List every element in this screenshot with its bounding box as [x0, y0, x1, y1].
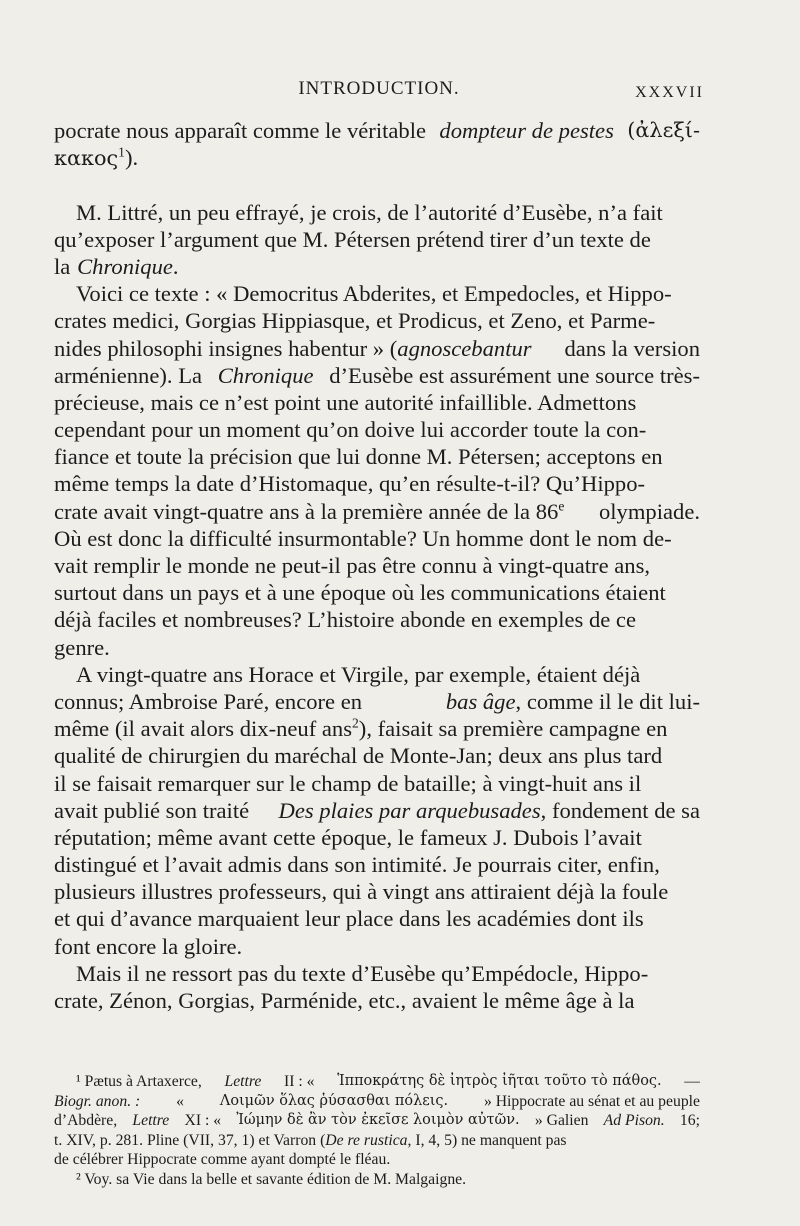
text-line: crate avait vingt-quatre ans à la première année de la 86e olympiade. — [54, 498, 700, 524]
text-line: même temps la date d’Histomaque, qu’en résulte-t-il? Qu’Hippo- — [54, 471, 646, 497]
footnote-line: de célébrer Hippocrate comme ayant dompté le fléau. — [54, 1151, 391, 1168]
text-line: pocrate nous apparaît comme le véritable dompteur de pestes (ἀλεξί- — [54, 118, 700, 143]
text-line: déjà faciles et nombreuses? L’histoire abonde en exemples de ce — [54, 607, 636, 633]
footnote-line: ² Voy. sa Vie dans la belle et savante édition de M. Malgaigne. — [76, 1170, 467, 1188]
main-text — [54, 117, 700, 1014]
page-title: INTRODUCTION. — [298, 78, 460, 99]
text-line: genre. — [54, 634, 110, 660]
text-line: κακος$^1$). — [54, 144, 139, 171]
text-line: qualité de chirurgien du maréchal de Monte-Jan; deux ans plus tard — [54, 743, 663, 769]
text-line: même (il avait alors dix-neuf ans$^2$), faisait sa première campagne en — [54, 715, 668, 742]
text-line: fiance et toute la précision que lui donne M. Pétersen; acceptons en — [54, 444, 663, 470]
text-line: surtout dans un pays et à une époque où les communications étaient — [54, 580, 666, 606]
footnote-line: t. XIV, p. 281. Pline (VII, 37, 1) et Varron (De re rustica, I, 4, 5) ne manquent pas — [54, 1131, 567, 1149]
text-line: A vingt-quatre ans Horace et Virgile, par exemple, étaient déjà — [76, 661, 641, 687]
text-line: qu’exposer l’argument que M. Pétersen prétend tirer d’un texte de — [54, 226, 651, 252]
text-line: distingué et l’avait admis dans son intimité. Je pourrais citer, enfin, — [54, 852, 660, 878]
text-line: Mais il ne ressort pas du texte d’Eusèbe qu’Empédocle, Hippo- — [76, 960, 649, 986]
text-line: plusieurs illustres professeurs, qui à vingt ans attiraient déjà la foule — [54, 879, 669, 905]
footnote-ref: 1 — [118, 144, 125, 160]
text-line: arménienne). La Chronique d’Eusèbe est assurément une source très- — [54, 362, 700, 388]
text-line: vait remplir le monde ne peut-il pas être connu à vingt-quatre ans, — [54, 553, 651, 578]
footnote-line: d’Abdère, Lettre XI : « Ἰώμην δὲ ἂν τὸν ἐκεῖσε λοιμὸν αὐτῶν. » Galien Ad Pison. 16; — [54, 1112, 700, 1129]
text-line: crates medici, Gorgias Hippiasque, et Prodicus, et Zeno, et Parme- — [54, 308, 656, 334]
text-line: il se faisait remarquer sur le champ de bataille; à vingt-huit ans il — [54, 770, 642, 796]
running-head — [54, 78, 704, 108]
footnotes — [54, 1072, 700, 1189]
footnote-line: Biogr. anon. : « Λοιμῶν ὅλας ῥύσασθαι πόλεις. » Hippocrate au sénat et au peuple — [54, 1092, 700, 1110]
text-line: connus; Ambroise Paré, encore en bas âge, comme il le dit lui- — [54, 688, 700, 714]
text-line: cependant pour un moment qu’on doive lui accorder toute la con- — [54, 417, 647, 443]
text-line: et qui d’avance marquaient leur place dans les académies dont ils — [54, 906, 644, 932]
text-line: avait publié son traité Des plaies par arquebusades, fondement de sa — [54, 797, 700, 823]
footnote-line: ¹ Pætus à Artaxerce, Lettre II : « Ἱπποκράτης δὲ ἰητρὸς ἰῆται τοῦτο τὸ πάθος. — — [76, 1073, 700, 1090]
text-line: M. Littré, un peu effrayé, je crois, de l’autorité d’Eusèbe, n’a fait — [76, 199, 663, 225]
text-line: Voici ce texte : « Democritus Abderites, et Empedocles, et Hippo- — [76, 281, 672, 307]
text-line: Où est donc la difficulté insurmontable? Un homme dont le nom de- — [54, 525, 672, 551]
page-number: XXXVII — [635, 84, 704, 101]
footnote-ref: 2 — [352, 715, 359, 731]
text-line: réputation; même avant cette époque, le fameux J. Dubois l’avait — [54, 824, 642, 850]
text-line: précieuse, mais ce n’est point une autorité infaillible. Admettons — [54, 389, 637, 415]
text-line: crate, Zénon, Gorgias, Parménide, etc., avaient le même âge à la — [54, 988, 635, 1013]
text-line: nides philosophi insignes habentur » (agnoscebantur dans la version — [54, 335, 700, 361]
text-line: la Chronique. — [54, 253, 179, 279]
text-line: font encore la gloire. — [54, 933, 243, 959]
